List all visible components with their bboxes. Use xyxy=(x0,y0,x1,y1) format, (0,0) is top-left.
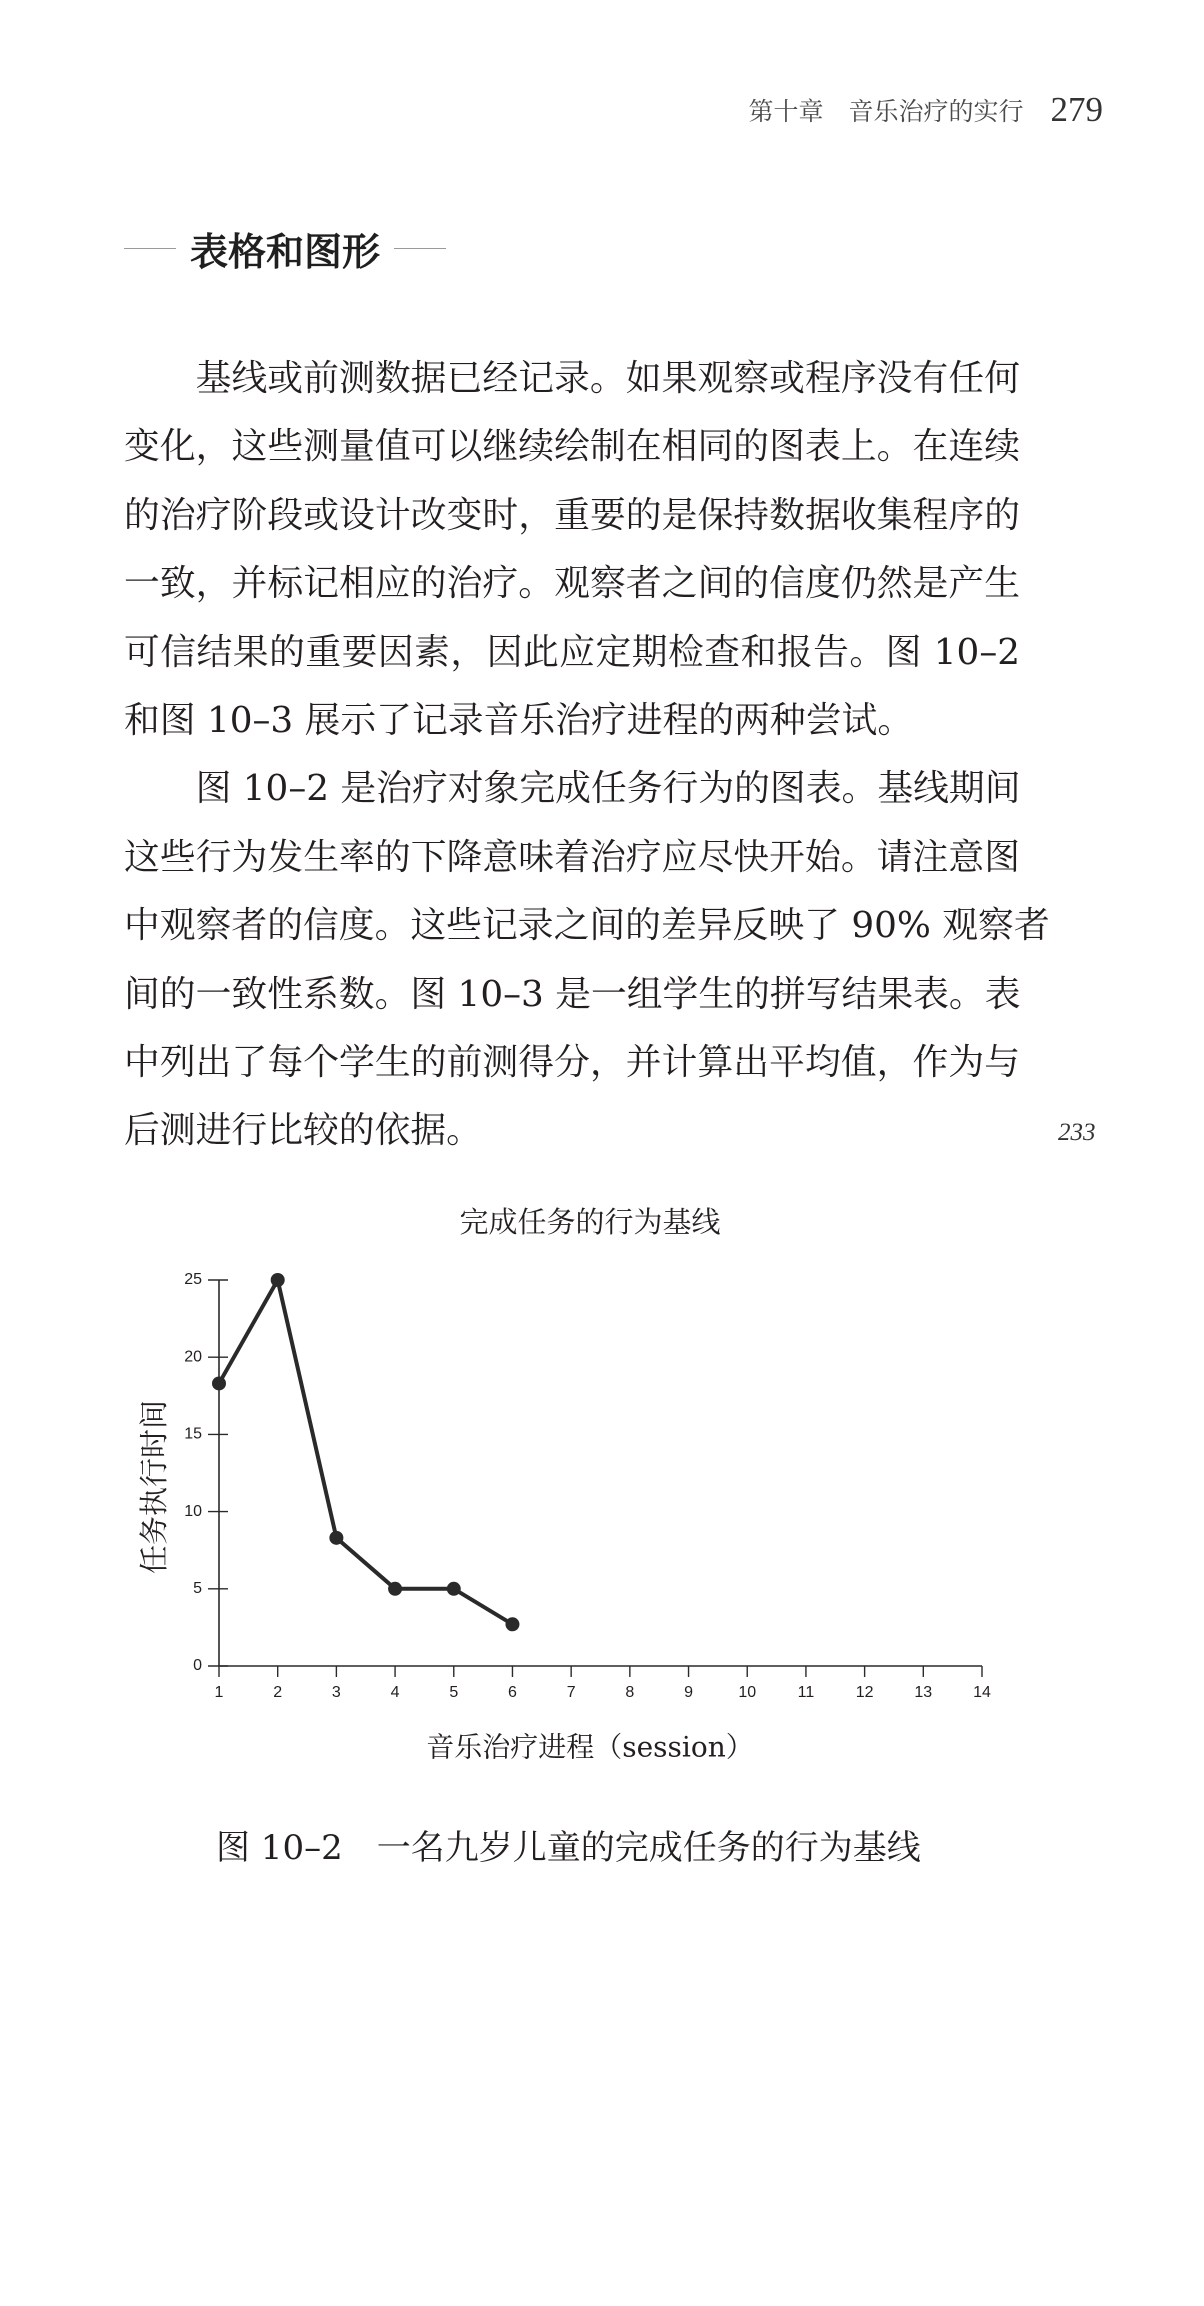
y-tick-label: 10 xyxy=(184,1502,202,1520)
paragraph-1 xyxy=(124,345,1020,755)
running-head xyxy=(748,88,1103,132)
paragraph-2 xyxy=(124,755,1050,1165)
data-point xyxy=(388,1582,402,1596)
x-tick-label: 6 xyxy=(508,1684,517,1702)
data-point xyxy=(212,1376,226,1390)
text-line: 基线或前测数据已经记录。如果观察或程序没有任何 xyxy=(195,358,1020,399)
y-tick-label: 15 xyxy=(184,1425,202,1443)
heading-rule-right xyxy=(394,248,446,249)
x-axis-label: 音乐治疗进程（session） xyxy=(426,1730,754,1764)
page-number: 279 xyxy=(1050,90,1103,129)
heading-rule-left xyxy=(124,248,176,249)
series-line xyxy=(219,1280,512,1624)
body-text xyxy=(124,345,1050,1166)
series-group xyxy=(212,1273,519,1631)
section-title: 表格和图形 xyxy=(190,229,381,274)
x-tick-label: 4 xyxy=(390,1684,400,1702)
text-line: 中列出了每个学生的前测得分，并计算出平均值，作为与 xyxy=(124,1041,1020,1083)
text-line: 间的一致性系数。图 10–3 是一组学生的拼写结果表。表 xyxy=(124,973,1021,1015)
x-tick-label: 2 xyxy=(273,1684,283,1702)
text-line: 中观察者的信度。这些记录之间的差异反映了 90% 观察者 xyxy=(124,905,1050,947)
y-tick-label: 25 xyxy=(184,1271,202,1289)
chart-title: 完成任务的行为基线 xyxy=(459,1205,721,1239)
x-tick-label: 12 xyxy=(855,1684,874,1702)
x-tick-label: 8 xyxy=(625,1684,635,1702)
text-line: 这些行为发生率的下降意味着治疗应尽快开始。请注意图 xyxy=(124,836,1020,878)
text-line: 的治疗阶段或设计改变时，重要的是保持数据收集程序的 xyxy=(124,494,1020,536)
y-axis-label: 任务执行时间 xyxy=(137,1399,171,1575)
text-line: 图 10–2 是治疗对象完成任务行为的图表。基线期间 xyxy=(195,768,1021,810)
x-tick-label: 13 xyxy=(914,1684,933,1702)
y-tick-label: 0 xyxy=(193,1657,202,1675)
chapter-title: 第十章 音乐治疗的实行 xyxy=(748,97,1024,126)
margin-page-reference: 233 xyxy=(1058,1119,1096,1146)
y-tick-label: 5 xyxy=(193,1580,202,1598)
text-line: 变化，这些测量值可以继续绘制在相同的图表上。在连续 xyxy=(124,426,1020,468)
figure-caption: 图 10–2 一名九岁儿童的完成任务的行为基线 xyxy=(216,1828,921,1868)
x-axis-ticks xyxy=(215,1666,991,1701)
y-tick-label: 20 xyxy=(184,1348,202,1366)
text-line: 一致，并标记相应的治疗。观察者之间的信度仍然是产生 xyxy=(124,563,1020,605)
text-line: 可信结果的重要因素，因此应定期检查和报告。图 10–2 xyxy=(124,631,1020,673)
x-tick-label: 7 xyxy=(566,1684,576,1702)
x-tick-label: 5 xyxy=(449,1684,459,1702)
x-tick-label: 1 xyxy=(214,1684,224,1702)
text-line: 和图 10–3 展示了记录音乐治疗进程的两种尝试。 xyxy=(124,699,914,741)
x-tick-label: 3 xyxy=(331,1684,341,1702)
data-point xyxy=(329,1531,343,1545)
x-tick-label: 10 xyxy=(738,1684,757,1702)
x-tick-label: 14 xyxy=(973,1684,991,1702)
line-chart xyxy=(0,1190,1204,1790)
x-tick-label: 9 xyxy=(684,1684,693,1702)
data-point xyxy=(271,1273,285,1287)
section-heading xyxy=(124,222,446,274)
text-line: 后测进行比较的依据。 xyxy=(124,1110,482,1152)
data-point xyxy=(447,1582,461,1596)
x-tick-label: 11 xyxy=(797,1684,815,1702)
data-point xyxy=(505,1617,519,1631)
y-axis-ticks xyxy=(184,1271,228,1674)
